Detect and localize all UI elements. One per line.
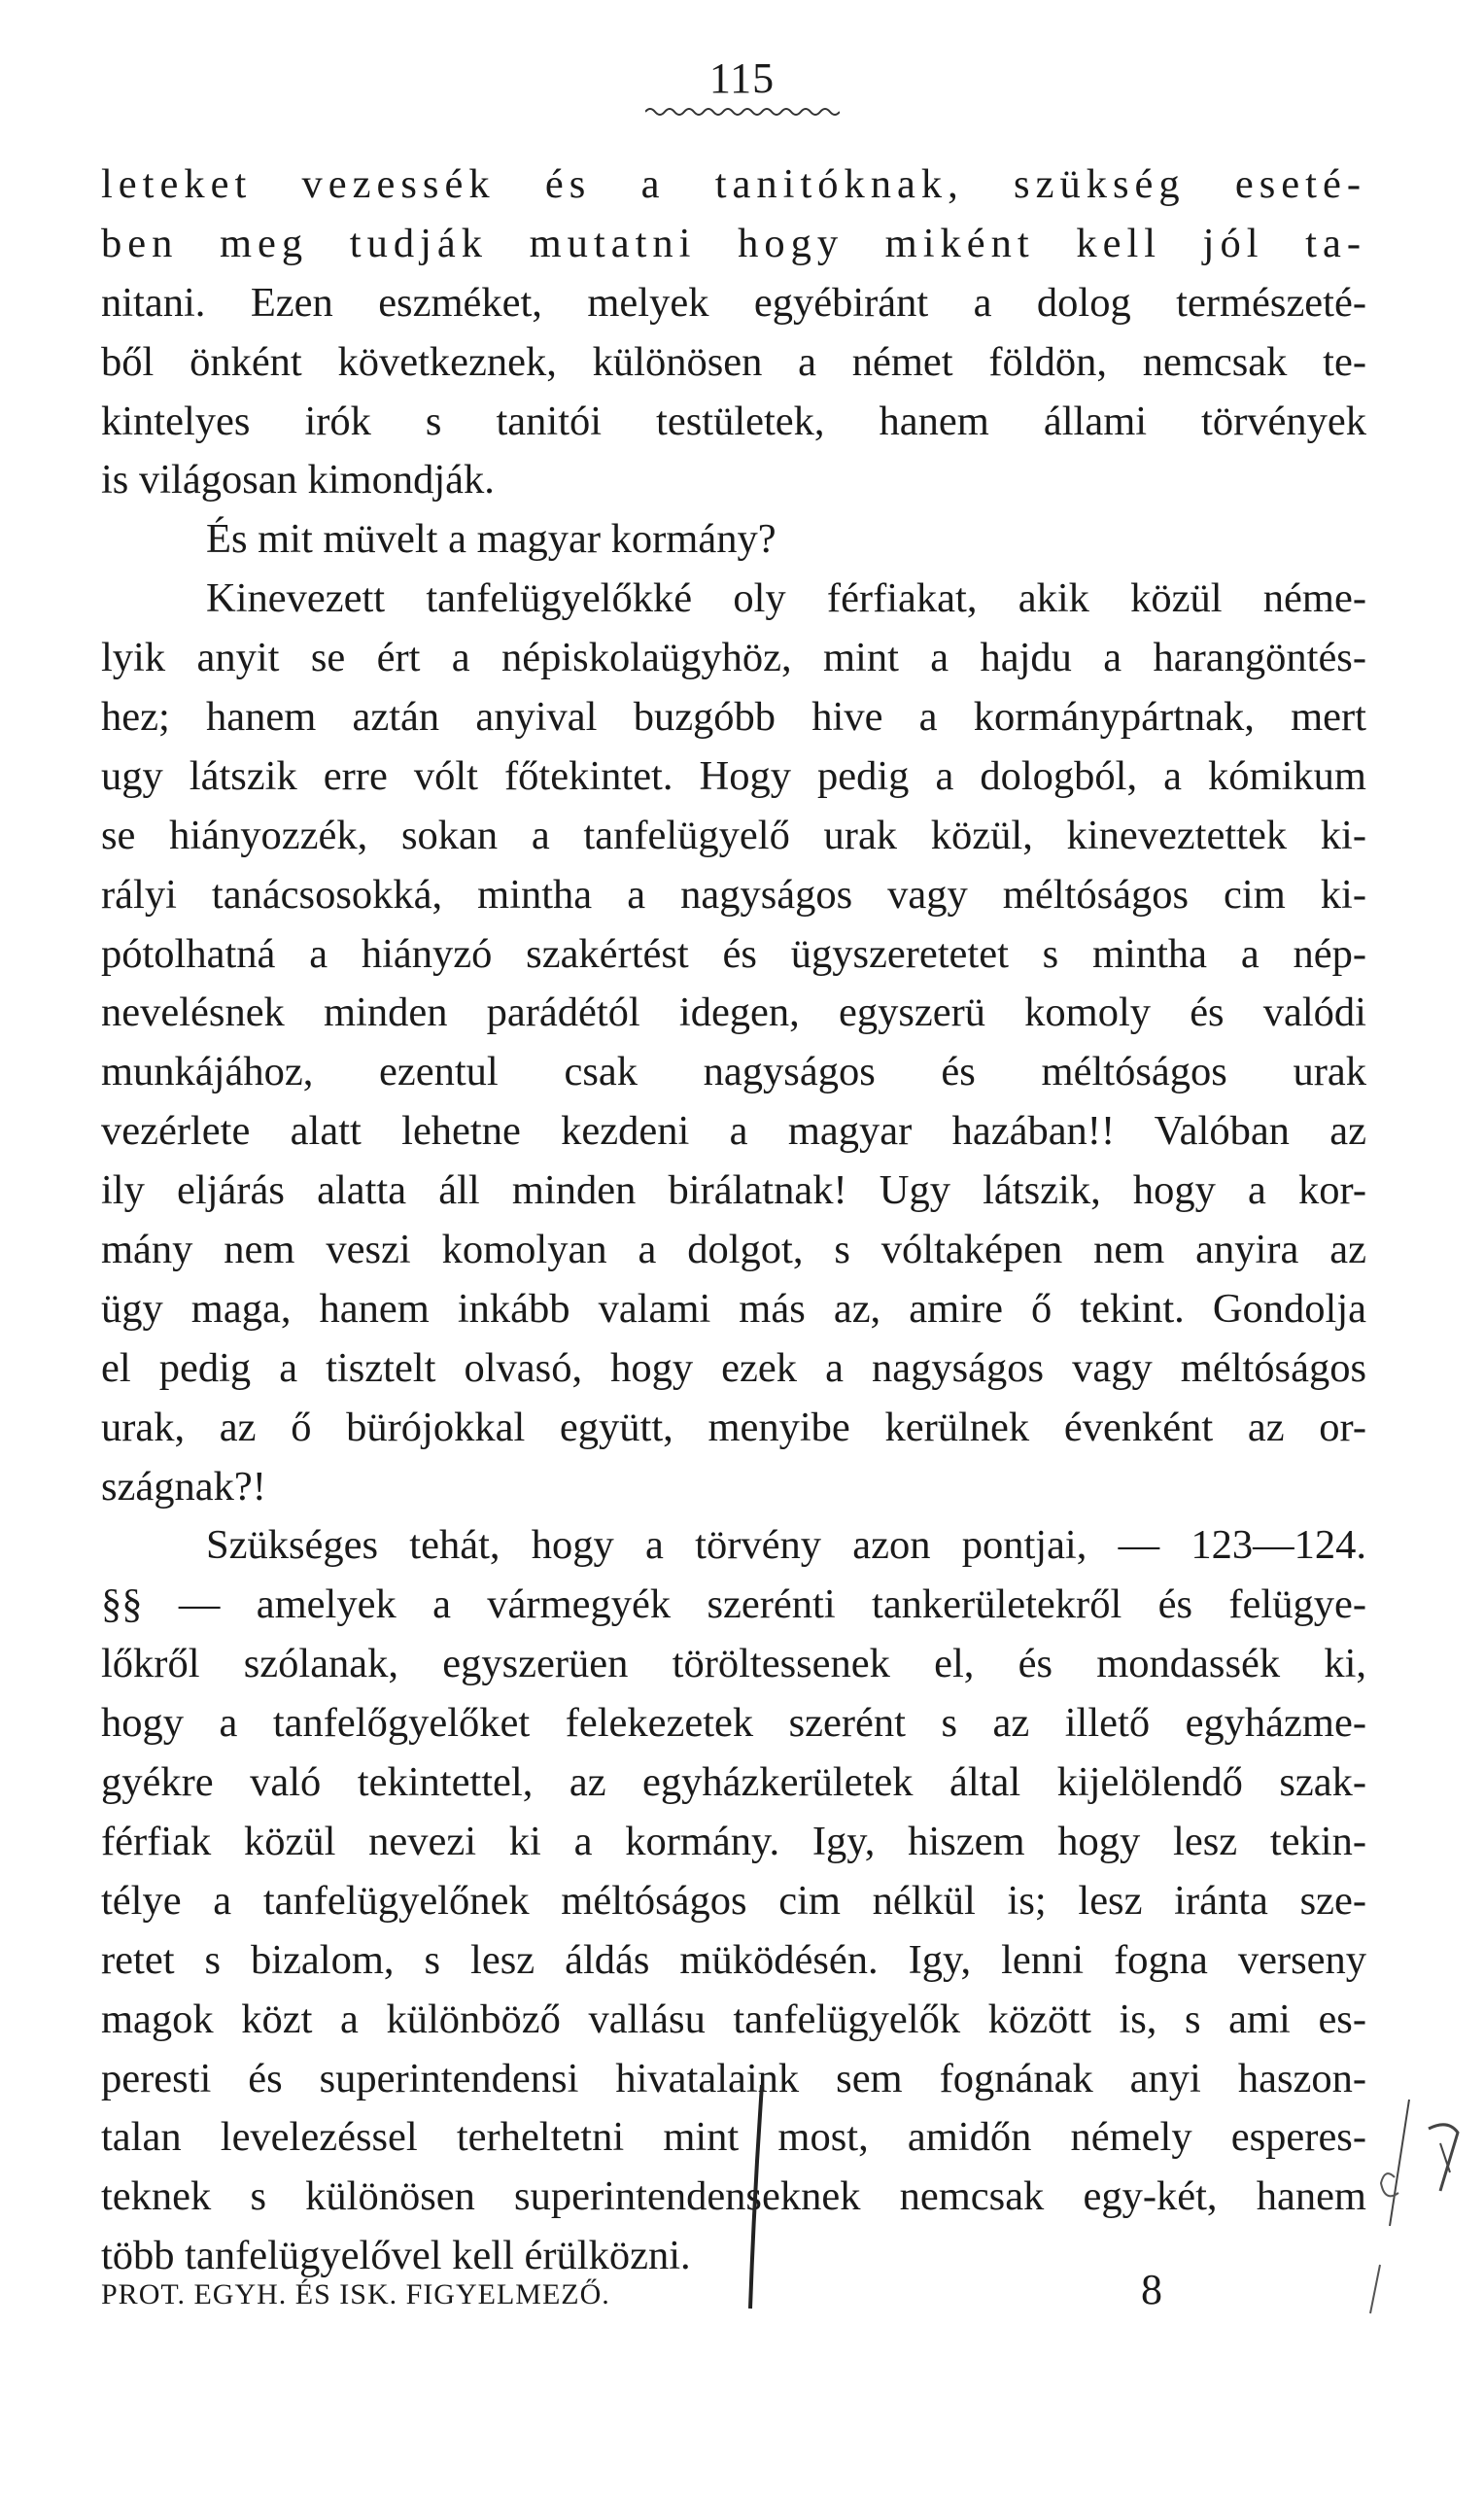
text-line: gyékre való tekintettel, az egyházkerületek által kijelölendő szak- bbox=[101, 1759, 1366, 1806]
journal-title: PROT. EGYH. ÉS ISK. FIGYELMEZŐ. bbox=[101, 2278, 610, 2310]
text-line: férfiak közül nevezi ki a kormány. Igy, hiszem hogy lesz tekin- bbox=[101, 1818, 1366, 1864]
page-crease-mark bbox=[742, 2080, 772, 2313]
text-line: télye a tanfelügyelőnek méltóságos cim nélkül is; lesz iránta sze- bbox=[101, 1877, 1366, 1924]
text-line: magok közt a különböző vallásu tanfelügyelők között is, s ami es- bbox=[101, 1996, 1366, 2042]
text-line: urak, az ő bürójokkal együtt, menyibe kerülnek évenként az or- bbox=[101, 1404, 1366, 1450]
text-line: kintelyes irók s tanitói testületek, hanem állami törvények bbox=[101, 398, 1366, 444]
text-line: lyik anyit se ért a népiskolaügyhöz, mint a hajdu a harangöntés- bbox=[101, 635, 1366, 681]
body-text bbox=[101, 156, 1366, 2286]
text-line: hez; hanem aztán anyival buzgóbb hive a kormánypártnak, mert bbox=[101, 694, 1366, 741]
text-line: lőkről szólanak, egyszerüen töröltessenek el, és mondassék ki, bbox=[101, 1641, 1366, 1687]
text-line: ben meg tudják mutatni hogy miként kell jól ta- bbox=[101, 220, 1366, 266]
signature-mark: 8 bbox=[1141, 2266, 1162, 2313]
text-line: rályi tanácsosokká, mintha a nagyságos vagy méltóságos cim ki- bbox=[101, 871, 1366, 918]
text-line: ből önként következnek, különösen a német földön, nemcsak te- bbox=[101, 338, 1366, 385]
text-line: hogy a tanfelőgyelőket felekezetek szerént s az illető egyházme- bbox=[101, 1700, 1366, 1747]
text-line: §§ — amelyek a vármegyék szerénti tankerületekről és felügye- bbox=[101, 1581, 1366, 1628]
text-line: munkájához, ezentul csak nagyságos és méltóságos urak bbox=[101, 1049, 1366, 1095]
page-number bbox=[0, 53, 1484, 119]
text-line: teknek s különösen superintendenseknek nemcsak egy-két, hanem bbox=[101, 2173, 1366, 2220]
text-line: retet s bizalom, s lesz áldás müködésén. Igy, lenni fogna verseny bbox=[101, 1936, 1366, 1983]
text-line: talan levelezéssel terheltetni mint most, amidőn némely esperes- bbox=[101, 2114, 1366, 2161]
text-line: ily eljárás alatta áll minden birálatnak! Ugy látszik, hogy a kor- bbox=[101, 1167, 1366, 1214]
text-line: nitani. Ezen eszméket, melyek egyébiránt a dolog természeté- bbox=[101, 279, 1366, 326]
text-line: leteket vezessék és a tanitóknak, szükség eseté- bbox=[101, 161, 1366, 207]
handwritten-margin-marks bbox=[1351, 2090, 1477, 2343]
text-line: Kinevezett tanfelügyelőkké oly férfiakat, akik közül néme- bbox=[206, 575, 1366, 622]
text-line: több tanfelügyelővel kell érülközni. bbox=[101, 2233, 691, 2279]
text-line: Szükséges tehát, hogy a törvény azon pontjai, — 123—124. bbox=[206, 1522, 1366, 1569]
text-line: És mit müvelt a magyar kormány? bbox=[206, 516, 777, 563]
wavy-rule-ornament bbox=[645, 105, 840, 119]
text-line: pótolhatná a hiányzó szakértést és ügyszeretetet s mintha a nép- bbox=[101, 930, 1366, 977]
text-line: is világosan kimondják. bbox=[101, 457, 495, 503]
page-number-text: 115 bbox=[708, 54, 776, 102]
text-line: vezérlete alatt lehetne kezdeni a magyar hazában!! Valóban az bbox=[101, 1108, 1366, 1155]
text-line: peresti és superintendensi hivatalaink sem fognának anyi haszon- bbox=[101, 2055, 1366, 2101]
text-line: el pedig a tisztelt olvasó, hogy ezek a nagyságos vagy méltóságos bbox=[101, 1344, 1366, 1391]
text-line: ugy látszik erre vólt főtekintet. Hogy pedig a dologból, a kómikum bbox=[101, 752, 1366, 799]
text-line: ügy maga, hanem inkább valami más az, amire ő tekint. Gondolja bbox=[101, 1285, 1366, 1332]
page-footer bbox=[101, 2265, 1366, 2323]
text-line: nevelésnek minden parádétól idegen, egyszerü komoly és valódi bbox=[101, 990, 1366, 1036]
text-line: mány nem veszi komolyan a dolgot, s vóltaképen nem anyira az bbox=[101, 1227, 1366, 1273]
text-line: se hiányozzék, sokan a tanfelügyelő urak közül, kineveztettek ki- bbox=[101, 812, 1366, 858]
text-line: szágnak?! bbox=[101, 1463, 266, 1510]
